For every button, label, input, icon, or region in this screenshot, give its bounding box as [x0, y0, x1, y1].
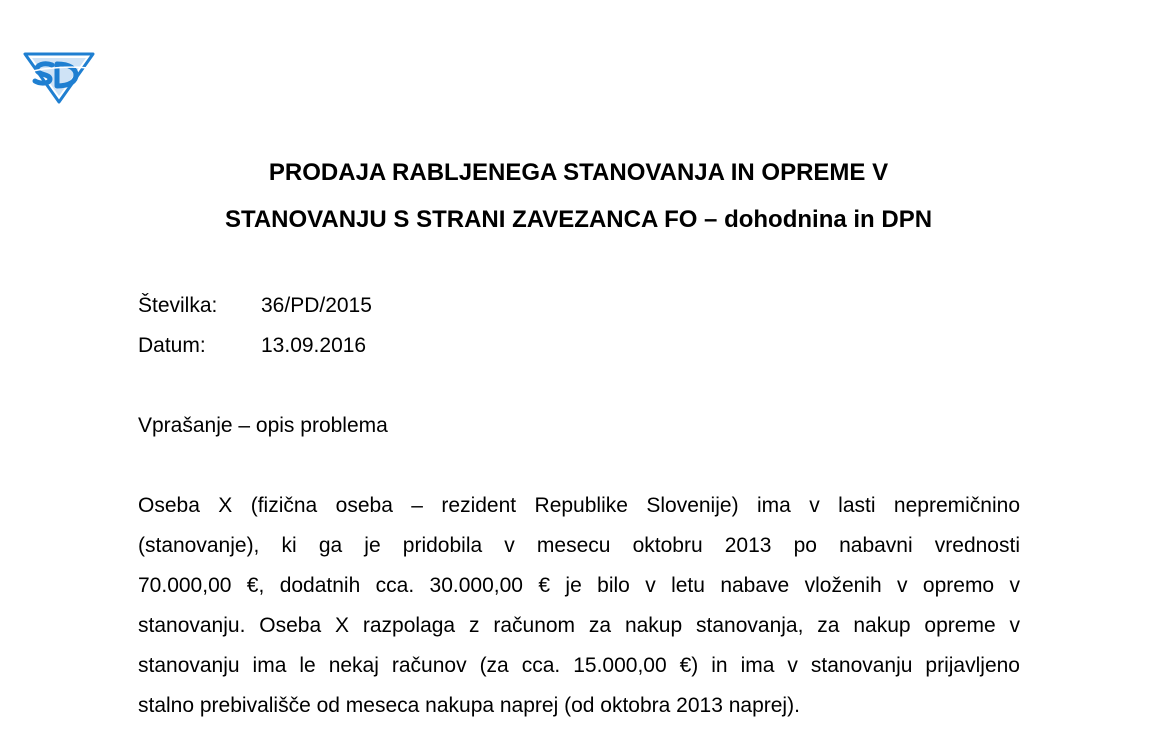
document-number-row	[138, 293, 372, 319]
paragraph-line: 70.000,00 €, dodatnih cca. 30.000,00 € je bilo v letu nabave vloženih v opremo v	[138, 574, 1020, 597]
paragraph-line: Oseba X (fizična oseba – rezident Republike Slovenije) ima v lasti nepremičnino	[138, 494, 1020, 517]
document-date-row	[138, 333, 366, 359]
paragraph-line: stalno prebivališče od meseca nakupa naprej (od oktobra 2013 naprej).	[138, 694, 800, 717]
document-number-value: 36/PD/2015	[261, 294, 372, 317]
document-title-line-1: PRODAJA RABLJENEGA STANOVANJA IN OPREME V	[268, 159, 889, 186]
section-heading: Vprašanje – opis problema	[138, 414, 388, 437]
document-date-label: Datum:	[138, 334, 206, 357]
document-date-value: 13.09.2016	[261, 334, 367, 357]
document-title-line-2: STANOVANJU S STRANI ZAVEZANCA FO – dohodnina in DPN	[224, 206, 933, 233]
paragraph-line: stanovanju ima le nekaj računov (za cca. 15.000,00 €) in ima v stanovanju prijavljeno	[138, 654, 1020, 677]
paragraph-line: (stanovanje), ki ga je pridobila v mesecu oktobru 2013 po nabavni vrednosti	[138, 534, 1020, 557]
document-number-label: Številka:	[138, 294, 218, 317]
company-logo	[22, 48, 96, 104]
paragraph-line: stanovanju. Oseba X razpolaga z računom za nakup stanovanja, za nakup opreme v	[138, 614, 1020, 637]
sd-shield-logo	[22, 48, 96, 104]
